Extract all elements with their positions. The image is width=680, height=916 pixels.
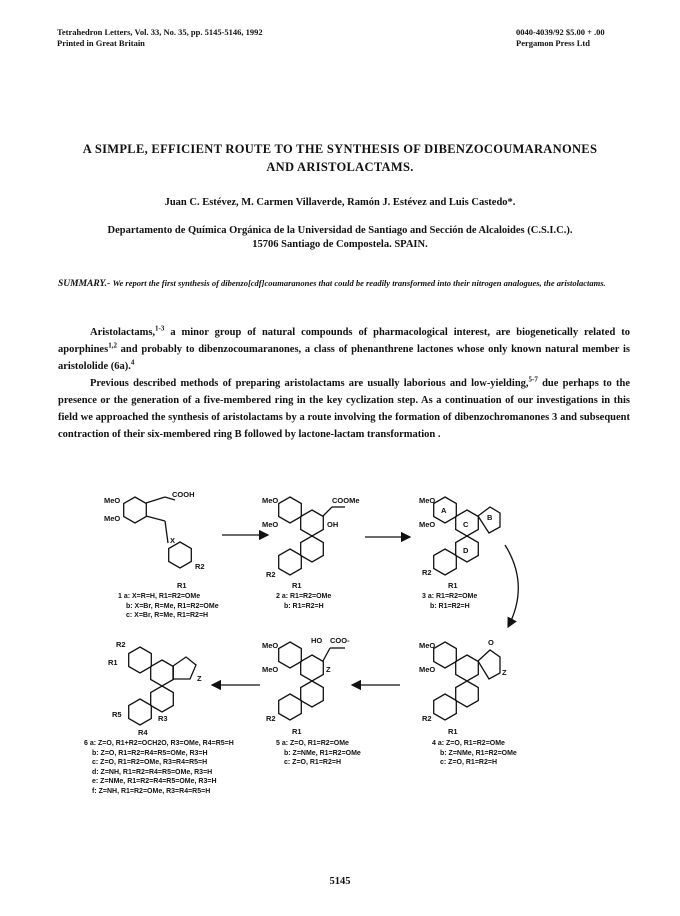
p1-text-a: Aristolactams, [90, 327, 156, 338]
caption-compound-5 [276, 739, 361, 768]
caption-6c: c: Z=O, R1=R2=OMe, R3=R4=R5=H [92, 759, 208, 766]
c6-r5: R5 [112, 710, 122, 719]
caption-compound-3 [422, 592, 477, 611]
c4-o: O [488, 638, 494, 647]
paper-title [40, 140, 640, 176]
caption-3b: b: R1=R2=H [430, 602, 470, 610]
caption-5a: 5 a: Z=O, R1=R2=OMe [276, 740, 349, 747]
caption-3a: 3 a: R1=R2=OMe [422, 593, 478, 600]
c1-meo-bottom: MeO [104, 514, 121, 523]
body-text [58, 324, 630, 443]
summary-text: We report the first synthesis of dibenzo[cdf]coumaranones that could be readily transformed into their nitrogen analogues, the aristolactams. [112, 278, 606, 288]
authors: Juan C. Estévez, M. Carmen Villaverde, Ramón J. Estévez and Luis Castedo*. [164, 197, 516, 208]
caption-1b: b: X=Br, R=Me, R1=R2=OMe [126, 602, 219, 610]
c3-ring-c: C [463, 520, 469, 529]
c2-meo-bottom: MeO [262, 520, 279, 529]
caption-6d: d: Z=NH, R1=R2=R4=R5=OMe, R3=H [92, 768, 213, 776]
journal-header [57, 27, 263, 49]
c3-meo-top: MeO [419, 496, 436, 505]
c5-meo-bottom: MeO [262, 665, 279, 674]
p2-text-b: due perhaps to the presence or the generation of a five-membered ring in the key cyclization step. As a continuation of our investigations in this field we approached the synthesis of aristolactams by a route involving the formation of dibenzochromanones 3 and subsequent contraction of their six-membered ring B followed by lactone-lactam transformation . [58, 378, 630, 440]
caption-compound-1 [118, 592, 219, 621]
caption-6f: f: Z=NH, R1=R2=OMe, R3=R4=R5=H [92, 787, 211, 795]
p2-text-a: Previous described methods of preparing aristolactams are usually laborious and low-yielding, [90, 378, 529, 389]
ref-1-2: 1,2 [108, 341, 117, 350]
c2-oh: OH [327, 520, 339, 529]
arrow-3-to-4 [505, 545, 518, 627]
c1-meo-top: MeO [104, 496, 121, 505]
c1-x: X [170, 536, 176, 545]
c4-r1: R1 [448, 727, 458, 736]
caption-6a: 6 a: Z=O, R1+R2=OCH2O, R3=OMe, R4=R5=H [84, 740, 234, 747]
c6-r1: R1 [108, 658, 118, 667]
printed-in: Printed in Great Britain [57, 38, 145, 48]
title-line-2: AND ARISTOLACTAMS. [266, 160, 414, 174]
caption-6b: b: Z=O, R1=R2=R4=R5=OMe, R3=H [92, 749, 208, 757]
publisher-header [516, 27, 605, 49]
caption-2b: b: R1=R2=H [284, 602, 324, 610]
c1-r1: R1 [177, 581, 187, 590]
c1-cooh: COOH [172, 490, 195, 499]
caption-4a: 4 a: Z=O, R1=R2=OMe [432, 740, 505, 747]
issn-code: 0040-4039/92 $5.00 + .00 [516, 27, 605, 37]
c5-meo-top: MeO [262, 641, 279, 650]
caption-compound-4 [432, 739, 517, 768]
c4-r2: R2 [422, 714, 432, 723]
publisher-name: Pergamon Press Ltd [516, 38, 590, 48]
paragraph-2 [58, 375, 630, 443]
p1-text-c: and probably to dibenzocoumaranones, a class of phenanthrene lactones whose only known natural member is aristololide (6a). [58, 344, 630, 372]
c5-r1: R1 [292, 727, 302, 736]
c6-r4: R4 [138, 728, 148, 737]
title-line-1: A SIMPLE, EFFICIENT ROUTE TO THE SYNTHESIS OF DIBENZOCOUMARANONES [82, 142, 598, 156]
c3-ring-b: B [487, 513, 493, 522]
caption-5c: c: Z=O, R1=R2=H [284, 759, 341, 766]
caption-6e: e: Z=NMe, R1=R2=R4=R5=OMe, R3=H [92, 778, 217, 785]
c4-meo-bottom: MeO [419, 665, 436, 674]
c2-meo-top: MeO [262, 496, 279, 505]
caption-4b: b: Z=NMe, R1=R2=OMe [440, 749, 517, 757]
summary [58, 275, 628, 292]
c6-z: Z [197, 674, 202, 683]
c3-r2: R2 [422, 568, 432, 577]
c5-z: Z [326, 665, 331, 674]
compound-2-structure [279, 497, 345, 575]
summary-label: SUMMARY.- [58, 279, 111, 289]
caption-4c: c: Z=O, R1=R2=H [440, 759, 497, 766]
c3-ring-d: D [463, 546, 469, 555]
c1-r2: R2 [195, 562, 205, 571]
c5-r2: R2 [266, 714, 276, 723]
c3-r1: R1 [448, 581, 458, 590]
c2-coome: COOMe [332, 496, 360, 505]
caption-5b: b: Z=NMe, R1=R2=OMe [284, 749, 361, 757]
c3-ring-a: A [441, 506, 447, 515]
c6-r3: R3 [158, 714, 168, 723]
page-number: 5145 [329, 876, 351, 887]
compound-1-structure [124, 497, 192, 568]
c4-z: Z [502, 668, 507, 677]
c6-r2: R2 [116, 640, 126, 649]
c2-r2: R2 [266, 570, 276, 579]
caption-compound-6 [84, 739, 234, 796]
ref-1-3: 1-3 [155, 324, 165, 333]
caption-2a: 2 a: R1=R2=OMe [276, 593, 332, 600]
compound-4-structure [434, 642, 500, 720]
ref-4: 4 [130, 358, 135, 367]
c5-coo: COO- [330, 636, 350, 645]
caption-compound-2 [276, 592, 331, 611]
c4-meo-top: MeO [419, 641, 436, 650]
p1-text-b: a minor group of natural compounds of pharmacological interest, are biogenetically related to aporphines [58, 327, 630, 355]
affiliation-line-2: 15706 Santiago de Compostela. SPAIN. [252, 239, 428, 250]
caption-1c: c: X=Br, R=Me, R1=R2=H [126, 612, 209, 619]
caption-1a: 1 a: X=R=H, R1=R2=OMe [118, 593, 201, 600]
c5-ho: HO [311, 636, 323, 645]
c3-meo-bottom: MeO [419, 520, 436, 529]
affiliation [60, 224, 620, 252]
affiliation-line-1: Departamento de Química Orgánica de la Universidad de Santiago and Sección de Alcaloides (C.S.I.C.). [107, 225, 573, 236]
journal-citation: Tetrahedron Letters, Vol. 33, No. 35, pp. 5145-5146, 1992 [57, 27, 263, 37]
ref-5-7: 5-7 [528, 375, 538, 384]
compound-5-structure [279, 642, 345, 720]
paragraph-1 [58, 324, 630, 375]
c2-r1: R1 [292, 581, 302, 590]
